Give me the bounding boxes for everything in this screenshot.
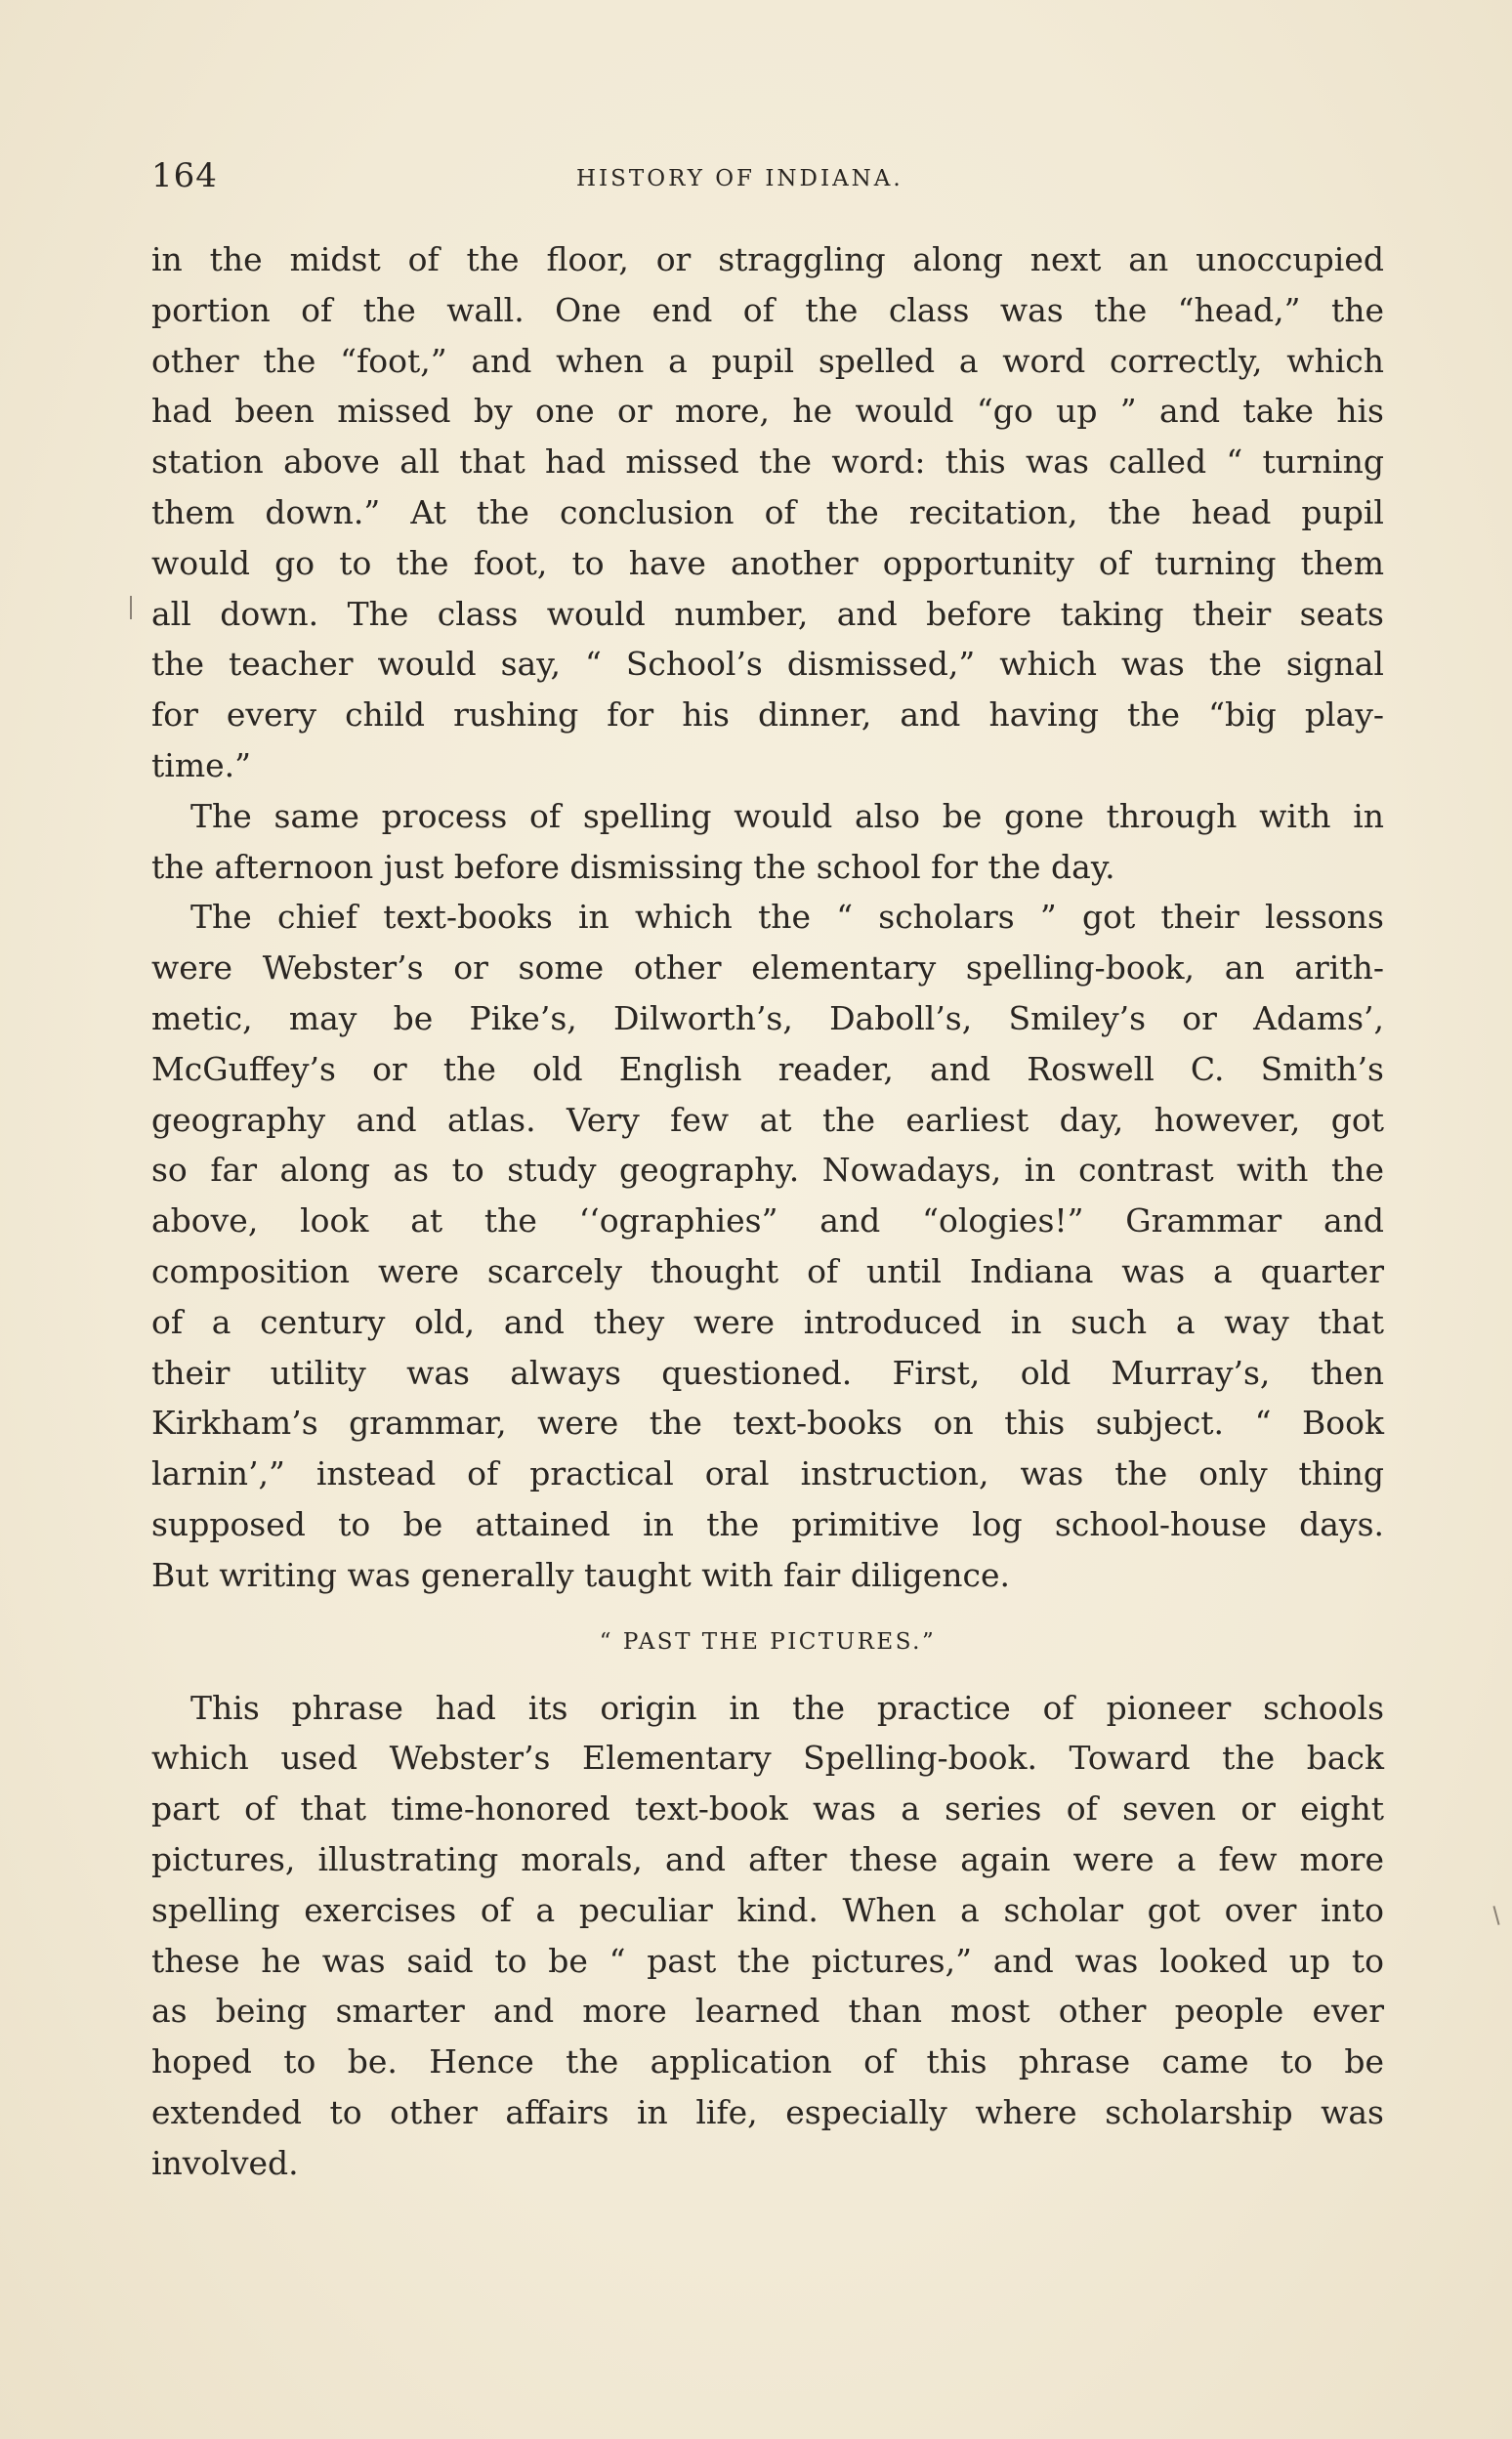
- text-line: station above all that had missed the word: this was called “ turning: [151, 442, 1384, 482]
- text-line: had been missed by one or more, he would “go up ” and take his: [151, 392, 1384, 431]
- text-line: The chief text-books in which the “ scholars ” got their lessons: [190, 898, 1384, 937]
- paragraph-4: [151, 1683, 1384, 2189]
- text-line: so far along as to study geography. Nowadays, in contrast with the: [151, 1151, 1384, 1190]
- text-line: pictures, illustrating morals, and after these again were a few more: [151, 1839, 1384, 1878]
- running-head: HISTORY OF INDIANA.: [576, 166, 903, 191]
- text-line: time.”: [151, 745, 251, 784]
- text-line: supposed to be attained in the primitive log school-house days.: [151, 1504, 1384, 1543]
- text-line: geography and atlas. Very few at the earliest day, however, got: [151, 1100, 1384, 1139]
- page-header: [151, 156, 1384, 205]
- text-line: their utility was always questioned. First, old Murray’s, then: [151, 1353, 1384, 1392]
- text-line: of a century old, and they were introduced in such a way that: [151, 1302, 1384, 1341]
- section-heading: “ PAST THE PICTURES.”: [599, 1628, 937, 1655]
- text-line: metic, may be Pike’s, Dilworth’s, Daboll’s, Smiley’s or Adams’,: [151, 998, 1384, 1037]
- text-line: This phrase had its origin in the practice of pioneer schools: [190, 1688, 1384, 1727]
- paragraph-3: [151, 892, 1384, 1600]
- text-line: above, look at the ‘‘ographies” and “ologies!” Grammar and: [151, 1201, 1384, 1241]
- text-line: in the midst of the floor, or straggling along next an unoccupied: [151, 240, 1384, 278]
- text-line: these he was said to be “ past the pictures,” and was looked up to: [151, 1941, 1384, 1980]
- text-line: which used Webster’s Elementary Spelling-book. Toward the back: [151, 1739, 1384, 1778]
- text-line: McGuffey’s or the old English reader, and Roswell C. Smith’s: [151, 1049, 1384, 1088]
- text-line: the teacher would say, “ School’s dismissed,” which was the signal: [151, 645, 1384, 684]
- text-line: The same process of spelling would also be gone through with in: [190, 796, 1384, 835]
- margin-mark: [130, 596, 132, 619]
- text-line: portion of the wall. One end of the class was the “head,” the: [151, 290, 1384, 329]
- text-line: the afternoon just before dismissing the school for the day.: [151, 847, 1115, 886]
- text-line: composition were scarcely thought of until Indiana was a quarter: [151, 1251, 1384, 1290]
- text-line: all down. The class would number, and before taking their seats: [151, 594, 1384, 633]
- text-line: would go to the foot, to have another opportunity of turning them: [151, 543, 1384, 582]
- page-number: 164: [151, 156, 218, 195]
- text-line: were Webster’s or some other elementary spelling-book, an arith-: [151, 948, 1384, 988]
- text-line: other the “foot,” and when a pupil spelled a word correctly, which: [151, 341, 1384, 380]
- body-text: [151, 234, 1384, 2188]
- text-line: extended to other affairs in life, especially where scholarship was: [151, 2092, 1384, 2131]
- margin-mark: [1492, 1906, 1499, 1925]
- paragraph-2: [151, 791, 1384, 893]
- text-line: spelling exercises of a peculiar kind. When a scholar got over into: [151, 1890, 1384, 1929]
- text-line: them down.” At the conclusion of the recitation, the head pupil: [151, 492, 1384, 531]
- text-line: involved.: [151, 2143, 299, 2182]
- text-line: for every child rushing for his dinner, and having the “big play-: [151, 695, 1384, 735]
- text-line: hoped to be. Hence the application of this phrase came to be: [151, 2042, 1384, 2082]
- text-line: But writing was generally taught with fair diligence.: [151, 1555, 1011, 1594]
- text-line: Kirkham’s grammar, were the text-books on this subject. “ Book: [151, 1404, 1384, 1443]
- paragraph-1: [151, 234, 1384, 791]
- text-line: as being smarter and more learned than most other people ever: [151, 1992, 1384, 2031]
- text-line: part of that time-honored text-book was a series of seven or eight: [151, 1789, 1384, 1829]
- text-line: larnin’,” instead of practical oral instruction, was the only thing: [151, 1454, 1384, 1493]
